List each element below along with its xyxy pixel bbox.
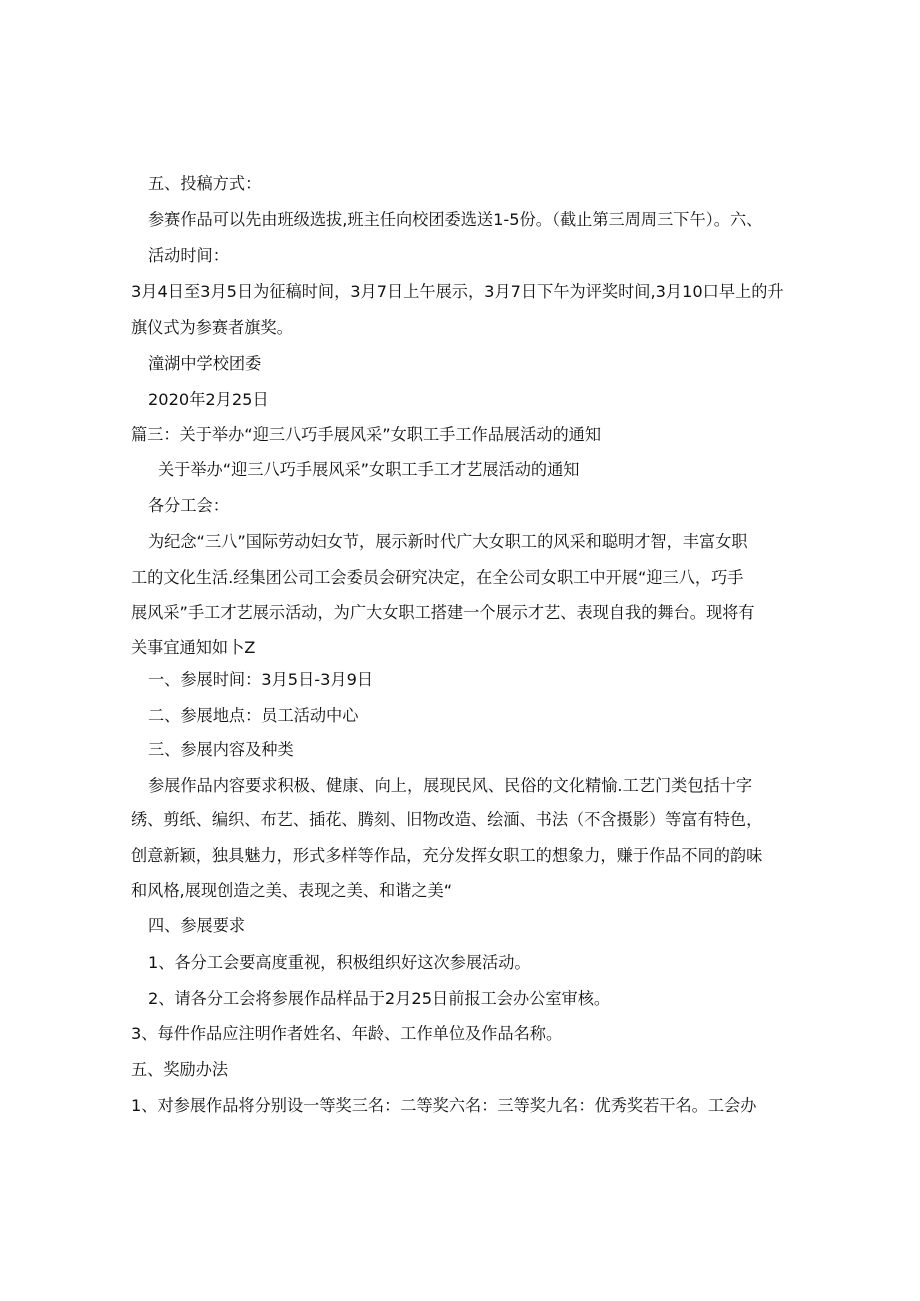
text-line: 和风格,展现创造之美、表现之美、和谐之美“ xyxy=(131,881,453,900)
text-line: 展风采”手工才艺展示活动，为广大女职工搭建一个展示才艺、表现自我的舞台。现将有 xyxy=(131,603,755,622)
text-line: 二、参展地点：员工活动中心 xyxy=(148,706,359,725)
text-line: 绣、剪纸、编织、布艺、插花、腾刻、旧物改造、绘湎、书法（不含摄影）等富有特色， xyxy=(131,810,763,829)
text-line: 篇三：关于举办“迎三八巧手展风采”女职工手工作品展活动的通知 xyxy=(131,425,602,444)
text-line: 各分工会： xyxy=(148,496,229,515)
text-line: 3月4日至3月5日为征稿时间，3月7日上午展示，3月7日下午为评奖时间,3月10口早上的升 xyxy=(131,282,784,301)
text-line: 潼湖中学校团委 xyxy=(148,354,262,373)
text-line: 五、奖励办法 xyxy=(131,1060,229,1079)
text-line: 3、每件作品应注明作者姓名、年龄、工作单位及作品名称。 xyxy=(131,1024,563,1043)
text-line: 关于举办“迎三八巧手展风采”女职工手工才艺展活动的通知 xyxy=(158,460,580,479)
text-line: 活动时间： xyxy=(148,246,229,265)
text-line: 1、对参展作品将分别设一等奖三名：二等奖六名：三等奖九名：优秀奖若干名。工会办 xyxy=(131,1096,757,1115)
text-line: 旗仪式为参赛者旗奖。 xyxy=(131,318,293,337)
text-line: 2020年2月25日 xyxy=(148,390,269,409)
text-line: 参展作品内容要求积极、健康、向上，展现民风、民俗的文化精愉.工艺门类包括十字 xyxy=(148,776,753,795)
text-line: 关事宜通知如卜Z xyxy=(131,638,256,657)
text-line: 参赛作品可以先由班级选拔,班主任向校团委选送1-5份。（截止第三周周三下午）。六、 xyxy=(148,210,763,229)
text-line: 一、参展时间：3月5日-3月9日 xyxy=(148,670,374,689)
text-line: 五、投稿方式： xyxy=(148,174,262,193)
text-line: 1、各分工会要高度重视，积极组织好这次参展活动。 xyxy=(148,953,531,972)
text-line: 四、参展要求 xyxy=(148,916,246,935)
text-line: 创意新颖，独具魅力，形式多样等作品，充分发挥女职工的想象力，赚于作品不同的韵味 xyxy=(131,846,763,865)
text-line: 三、参展内容及种类 xyxy=(148,740,294,759)
text-line: 2、请各分工会将参展作品样品于2月25日前报工会办公室审核。 xyxy=(148,989,611,1008)
text-line: 工的文化生活.经集团公司工会委员会研究决定，在全公司女职工中开展“迎三八，巧手 xyxy=(131,568,744,587)
text-line: 为纪念“三八”国际劳动妇女节，展示新时代广大女职工的风采和聪明才智，丰富女职 xyxy=(148,532,748,551)
